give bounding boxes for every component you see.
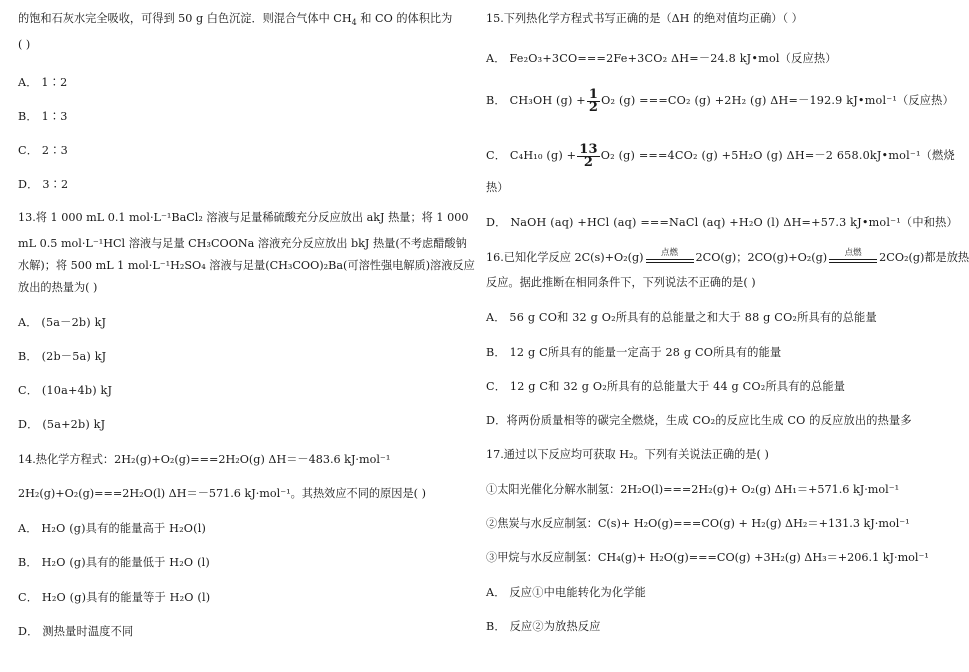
question-16-stem-line-1: 16.已知化学反应 2C(s)+O₂(g) 点燃 2CO(g)；2CO(g)+O₂(g) 点燃 2CO₂(g)都是放热	[486, 248, 969, 264]
question-13-stem-line-3: 水解)；将 500 mL 1 mol·L⁻¹H₂SO₄ 溶液与足量(CH₃COO)₂Ba(可溶性强电解质)溶液反应	[18, 259, 475, 272]
question-17-option-b[interactable]: B． 反应②为放热反应	[486, 620, 601, 633]
question-12-option-c[interactable]: C． 2∶3	[18, 144, 68, 157]
question-12-option-b[interactable]: B． 1∶3	[18, 110, 68, 123]
question-15-option-a[interactable]: A． Fe₂O₃+3CO===2Fe+3CO₂ ΔH=－24.8 kJ•mol（反应热）	[486, 52, 837, 65]
question-17-reaction-2: ②焦炭与水反应制氢：C(s)+ H₂O(g)===CO(g) + H₂(g) ΔH₂＝+131.3 kJ·mol⁻¹	[486, 517, 910, 530]
question-13-stem-line-4: 放出的热量为( )	[18, 281, 98, 294]
question-14-option-b[interactable]: B． H₂O (g)具有的能量低于 H₂O (l)	[18, 556, 210, 569]
question-15-option-d[interactable]: D． NaOH (aq) +HCl (aq) ===NaCl (aq) +H₂O (l) ΔH=+57.3 kJ•mol⁻¹（中和热）	[486, 216, 958, 229]
question-14-stem-line-2: 2H₂(g)+O₂(g)===2H₂O(l) ΔH＝－571.6 kJ·mol⁻¹。其热效应不同的原因是( )	[18, 487, 426, 500]
question-15-option-c-continued: 热）	[486, 181, 509, 194]
question-13-option-d[interactable]: D． (5a+2b) kJ	[18, 418, 106, 431]
question-17-option-a[interactable]: A． 反应①中电能转化为化学能	[486, 586, 647, 599]
question-15-option-c[interactable]: C． C₄H₁₀ (g) + $\frac{13}{2}$ O₂ (g) ===4CO₂ (g) +5H₂O (g) ΔH=－2 658.0kJ•mol⁻¹（燃烧	[486, 141, 955, 170]
question-12-stem-line-1: 的饱和石灰水完全吸收，可得到 50 g 白色沉淀．则混合气体中 $CH_4$ 和 CO 的体积比为	[18, 12, 453, 28]
reaction-condition-ignite: 点燃	[646, 252, 694, 264]
question-17-reaction-3: ③甲烷与水反应制氢：CH₄(g)+ H₂O(g)===CO(g) +3H₂(g) ΔH₃＝+206.1 kJ·mol⁻¹	[486, 551, 929, 564]
question-12-option-d[interactable]: D． 3∶2	[18, 178, 69, 191]
question-14-option-c[interactable]: C． H₂O (g)具有的能量等于 H₂O (l)	[18, 591, 211, 604]
question-14-option-d[interactable]: D． 测热量时温度不同	[18, 625, 134, 638]
question-17-stem: 17.通过以下反应均可获取 H₂。下列有关说法正确的是( )	[486, 448, 769, 461]
question-16-option-c[interactable]: C． 12 g C和 32 g O₂所具有的总能量大于 44 g CO₂所具有的总能量	[486, 380, 846, 393]
question-14-stem-line-1: 14.热化学方程式：2H₂(g)+O₂(g)===2H₂O(g) ΔH＝－483.6 kJ·mol⁻¹	[18, 453, 391, 466]
question-16-stem-line-2: 反应。据此推断在相同条件下，下列说法不正确的是( )	[486, 276, 756, 289]
question-12-option-a[interactable]: A． 1∶2	[18, 76, 68, 89]
question-15-stem: 15.下列热化学方程式书写正确的是（ΔH 的绝对值均正确）（ ）	[486, 12, 803, 25]
question-17-reaction-1: ①太阳光催化分解水制氢：2H₂O(l)===2H₂(g)+ O₂(g) ΔH₁＝+571.6 kJ·mol⁻¹	[486, 483, 900, 496]
question-12-stem-line-2: ( )	[18, 38, 31, 51]
question-13-stem-line-1: 13.将 1 000 mL 0.1 mol·L⁻¹BaCl₂ 溶液与足量稀硫酸充分反应放出 akJ 热量；将 1 000	[18, 211, 469, 224]
fraction-one-half: $\frac{1}{2}$	[588, 86, 599, 115]
reaction-condition-ignite: 点燃	[829, 252, 877, 264]
question-16-option-d[interactable]: D．将两份质量相等的碳完全燃烧，生成 CO₂的反应比生成 CO 的反应放出的热量多	[486, 414, 912, 427]
question-13-option-a[interactable]: A． (5a－2b) kJ	[18, 316, 107, 329]
question-16-option-b[interactable]: B． 12 g C所具有的能量一定高于 28 g CO所具有的能量	[486, 346, 782, 359]
fraction-thirteen-halves: $\frac{13}{2}$	[579, 141, 598, 170]
question-14-option-a[interactable]: A． H₂O (g)具有的能量高于 H₂O(l)	[18, 522, 207, 535]
question-16-option-a[interactable]: A． 56 g CO和 32 g O₂所具有的总能量之和大于 88 g CO₂所具有的总能量	[486, 311, 877, 324]
question-13-option-b[interactable]: B． (2b－5a) kJ	[18, 350, 107, 363]
question-13-option-c[interactable]: C． (10a+4b) kJ	[18, 384, 113, 397]
question-13-stem-line-2: mL 0.5 mol·L⁻¹HCl 溶液与足量 CH₃COONa 溶液充分反应放出 bkJ 热量(不考虑醋酸钠	[18, 237, 467, 250]
question-15-option-b[interactable]: B． CH₃OH (g) + $\frac{1}{2}$ O₂ (g) ===CO₂ (g) +2H₂ (g) ΔH=－192.9 kJ•mol⁻¹（反应热）	[486, 86, 954, 115]
